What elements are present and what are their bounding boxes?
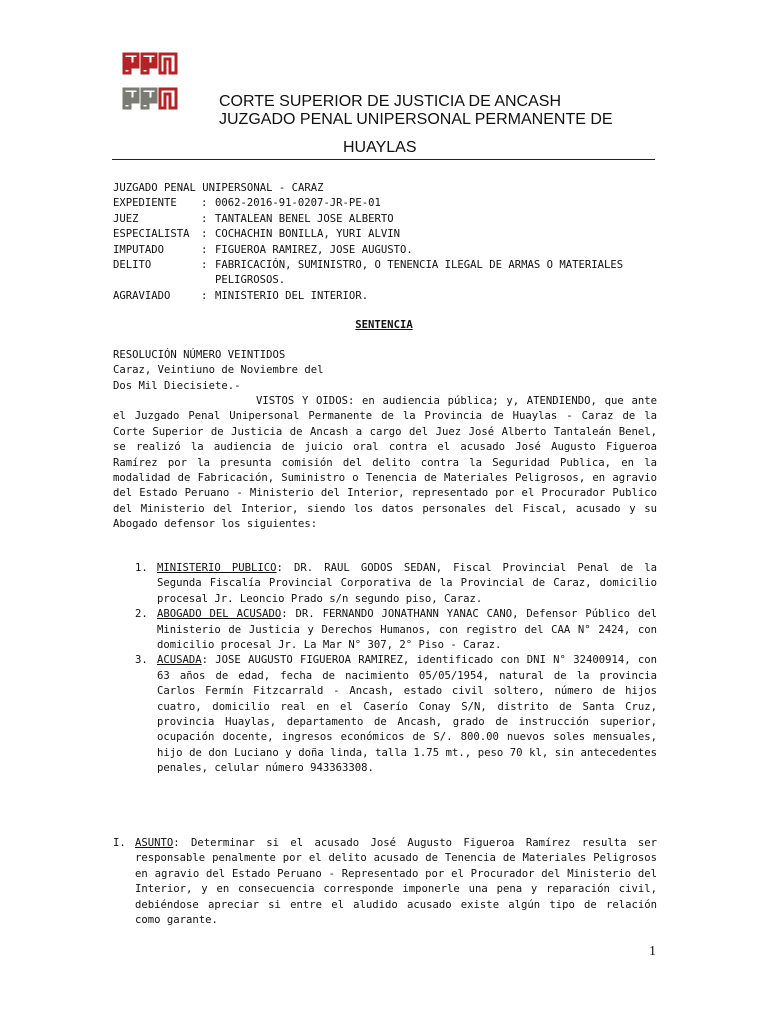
case-field-row	[113, 196, 673, 211]
party-text	[157, 653, 657, 776]
intro-paragraph: VISTOS Y OIDOS: en audiencia pública; y, ATENDIENDO, que ante el Juzgado Penal Unipersonal Permanente de la Provincia de Huaylas - Caraz de la Corte Superior de Justicia de Ancash a cargo del Juez José Alberto Tantaleán Benel, se realizó la audiencia de juicio oral contra el acusado José Augusto Figueroa Ramírez por la presunta comisión del delito contra la Seguridad Publica, en la modalidad de Fabricación, Suministro o Tenencia de Materiales Peligrosos, en agravio del Estado Peruano - Ministerio del Interior, representado por el Procurador Publico del Ministerio del Interior, siendo los datos personales del Fiscal, acusado y su Abogado defensor los siguientes:	[113, 395, 657, 531]
page-number: 1	[649, 944, 656, 959]
court-subtitle-line1: JUZGADO PENAL UNIPERSONAL PERMANENTE DE	[219, 111, 613, 128]
case-field-colon: :	[201, 228, 208, 241]
party-label: MINISTERIO PUBLICO	[157, 562, 277, 574]
case-info	[113, 181, 673, 304]
party-item	[135, 561, 657, 607]
document-title: SENTENCIA	[355, 319, 413, 331]
case-field-label: EXPEDIENTE	[113, 197, 177, 210]
case-field-value: FIGUEROA RAMIREZ, JOSE AUGUSTO.	[215, 243, 413, 256]
case-field-colon: :	[201, 289, 208, 302]
case-field-value: 0062-2016-91-0207-JR-PE-01	[215, 197, 381, 210]
party-number: 3.	[135, 654, 148, 667]
case-field-colon: :	[201, 212, 208, 225]
case-field-colon: :	[201, 197, 208, 210]
section-body: : Determinar si el acusado José Augusto Figueroa Ramírez resulta ser responsable penalmente por el delito acusado de Tenencia de Materiales Peligrosos en agravio del Estado Peruano - Representado por el Procurador del Ministerio del Interior, y en consecuencia corresponde imponerle una pena y reparación civil, debiéndose apreciar si entre el aludido acusado existe algún tipo de relación como garante.	[135, 837, 657, 927]
party-details: : DR. FERNANDO JONATHANN YANAC CANO, Defensor Público del Ministerio de Justicia y Derechos Humanos, con registro del CAA N° 2424, con domicilio procesal Jr. La Mar N° 307, 2° Piso - Caraz.	[157, 608, 658, 652]
court-logo	[121, 51, 181, 119]
case-field-label: IMPUTADO	[113, 243, 165, 256]
section-label: ASUNTO	[135, 837, 174, 849]
resolution-year: Dos Mil Diecisiete.-	[113, 379, 241, 392]
party-number: 1.	[135, 562, 148, 574]
section-asunto	[113, 836, 657, 928]
case-field-label: JUEZ	[113, 212, 139, 225]
court-name: CORTE SUPERIOR DE JUSTICIA DE ANCASH	[219, 93, 561, 110]
case-field-row	[113, 289, 673, 304]
party-label: ABOGADO DEL ACUSADO	[157, 608, 282, 621]
resolution	[113, 348, 657, 394]
resolution-number: RESOLUCIÓN NÚMERO VEINTIDOS	[113, 349, 286, 361]
parties-list	[135, 561, 657, 777]
case-field-colon: :	[201, 259, 208, 272]
header-rule	[112, 159, 655, 160]
case-field-row	[113, 227, 673, 242]
party-label: ACUSADA	[157, 654, 202, 667]
case-court-name: JUZGADO PENAL UNIPERSONAL - CARAZ	[113, 182, 324, 194]
case-field-row	[113, 258, 673, 289]
case-field-value: FABRICACIÓN, SUMINISTRO, O TENENCIA ILEGAL DE ARMAS O MATERIALES PELIGROSOS.	[215, 259, 624, 287]
case-field-label: ESPECIALISTA	[113, 228, 190, 241]
section-text	[135, 836, 657, 928]
section-number: I.	[113, 837, 126, 849]
party-text	[157, 607, 657, 653]
resolution-date: Caraz, Veintiuno de Noviembre del	[113, 364, 324, 377]
party-item	[135, 607, 657, 653]
party-details: : JOSE AUGUSTO FIGUEROA RAMIREZ, identificado con DNI N° 32400914, con 63 años de edad, fecha de nacimiento 05/05/1954, natural de la provincia Carlos Fermín Fitzcarrald - Ancash, estado civil soltero, número de hijos cuatro, domicilio real en el Caserío Conay S/N, distrito de Santa Cruz, provincia Huaylas, departamento de Ancash, grado de instrucción superior, ocupación docente, ingresos económicos de S/. 800.00 nuevos soles mensuales, hijo de don Luciano y doña linda, talla 1.75 mt., peso 70 kl, sin antecedentes penales, celular número 943363308.	[157, 654, 657, 775]
party-details: : DR. RAUL GODOS SEDAN, Fiscal Provincial Penal de la Segunda Fiscalía Provincial Corporativa de la Provincial de Caraz, domicilio procesal Jr. Leoncio Prado s/n segundo piso, Caraz.	[157, 562, 657, 605]
case-field-row	[113, 243, 673, 258]
case-field-value: MINISTERIO DEL INTERIOR.	[215, 289, 369, 302]
party-item	[135, 653, 657, 776]
case-field-label: DELITO	[113, 259, 152, 272]
case-field-row	[113, 212, 673, 227]
case-field-label: AGRAVIADO	[113, 289, 171, 302]
party-text	[157, 561, 657, 607]
case-field-value: TANTALEAN BENEL JOSE ALBERTO	[215, 212, 394, 225]
court-subtitle-line2: HUAYLAS	[343, 139, 417, 156]
case-field-value: COCHACHIN BONILLA, YURI ALVIN	[215, 228, 400, 241]
party-number: 2.	[135, 608, 148, 621]
case-field-colon: :	[201, 243, 208, 256]
